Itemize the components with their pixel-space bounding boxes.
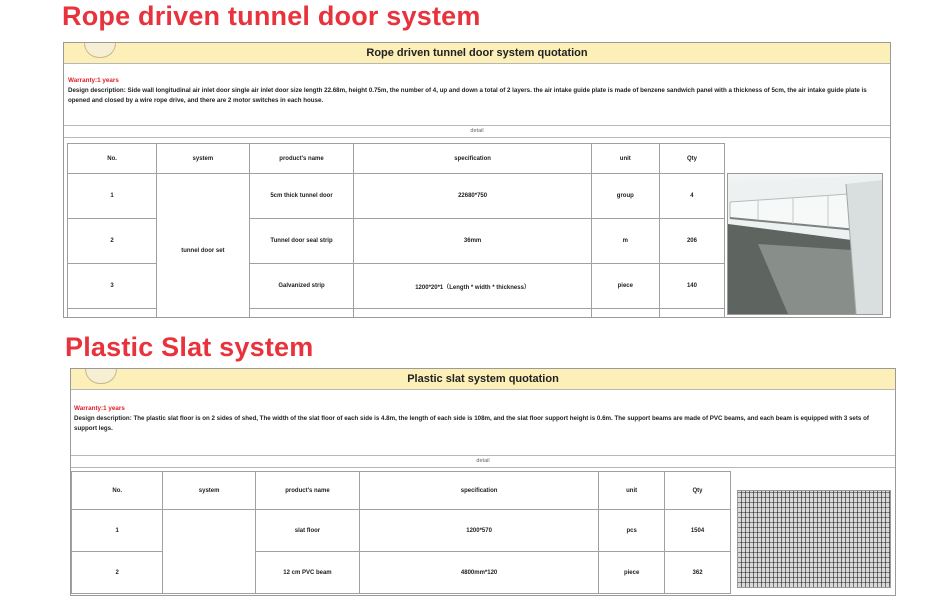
row-unit: piece — [599, 552, 665, 594]
design-description: Design description: Side wall longitudinal air inlet door single air inlet door size length 22.68m, height 0.75m, the number of 4, up and down a total of 2 layers. the air intake guide plate is made of benzene sandwich panel with a thickness of 5cm, the air intake guide plate is opened and closed by a wire rope drive, and there are 2 motor switches in each house. — [68, 87, 867, 104]
row-qty: 4 — [659, 174, 724, 219]
row-unit: pcs — [599, 510, 665, 552]
header-product-name: product's name — [249, 144, 354, 174]
table-row — [68, 174, 725, 219]
plastic-slat-photo — [737, 490, 891, 588]
row-unit: piece — [591, 264, 659, 309]
row-no: 2 — [72, 552, 163, 594]
header-unit: unit — [599, 472, 665, 510]
row-unit — [591, 309, 659, 319]
header-specification: specification — [360, 472, 599, 510]
row-no: 1 — [72, 510, 163, 552]
row-qty: 206 — [659, 219, 724, 264]
row-system — [163, 510, 255, 594]
warranty-text: Warranty:1 years — [74, 405, 125, 412]
tunnel-door-quotation-sheet — [63, 42, 891, 318]
detail-label: detail — [71, 455, 895, 468]
row-product-name — [249, 309, 354, 319]
row-qty: 1504 — [665, 510, 731, 552]
detail-label: detail — [64, 125, 890, 138]
header-no: No. — [68, 144, 157, 174]
row-product-name: Tunnel door seal strip — [249, 219, 354, 264]
row-specification: 36mm — [354, 219, 591, 264]
header-specification: specification — [354, 144, 591, 174]
row-specification: 1200*570 — [360, 510, 599, 552]
plastic-slat-table — [71, 471, 731, 594]
tunnel-door-table — [67, 143, 725, 318]
header-no: No. — [72, 472, 163, 510]
row-no — [68, 309, 157, 319]
tunnel-door-illustration — [728, 174, 882, 314]
row-unit: m — [591, 219, 659, 264]
sheet-title: Rope driven tunnel door system quotation — [64, 43, 890, 64]
table-header-row — [68, 144, 725, 174]
warranty-text: Warranty:1 years — [68, 77, 119, 84]
header-unit: unit — [591, 144, 659, 174]
row-specification: 22680*750 — [354, 174, 591, 219]
header-qty: Qty — [665, 472, 731, 510]
plastic-slat-quotation-sheet — [70, 368, 896, 596]
row-no: 3 — [68, 264, 157, 309]
row-specification — [354, 309, 591, 319]
row-specification: 1200*20*1（Length * width * thickness） — [354, 264, 591, 309]
row-product-name: slat floor — [255, 510, 359, 552]
row-unit: group — [591, 174, 659, 219]
header-system: system — [163, 472, 255, 510]
row-no: 1 — [68, 174, 157, 219]
row-qty — [659, 309, 724, 319]
row-product-name: 5cm thick tunnel door — [249, 174, 354, 219]
row-no: 2 — [68, 219, 157, 264]
row-qty: 140 — [659, 264, 724, 309]
header-qty: Qty — [659, 144, 724, 174]
section-heading-tunnel-door: Rope driven tunnel door system — [62, 1, 481, 31]
row-qty: 362 — [665, 552, 731, 594]
header-product-name: product's name — [255, 472, 359, 510]
row-product-name: Galvanized strip — [249, 264, 354, 309]
table-header-row — [72, 472, 731, 510]
row-specification: 4800mm*120 — [360, 552, 599, 594]
row-product-name: 12 cm PVC beam — [255, 552, 359, 594]
header-system: system — [157, 144, 249, 174]
table-row — [72, 510, 731, 552]
tunnel-door-photo — [727, 173, 883, 315]
section-heading-plastic-slat: Plastic Slat system — [65, 332, 314, 362]
sheet-title: Plastic slat system quotation — [71, 369, 895, 390]
row-system: tunnel door set — [157, 174, 249, 319]
design-description: Design description: The plastic slat floor is on 2 sides of shed, The width of the slat floor of each side is 4.8m, the length of each side is 108m, and the slat floor support height is 0.6m. The support beams are made of PVC beams, and each beam is equipped with 3 sets of support legs. — [74, 415, 869, 432]
